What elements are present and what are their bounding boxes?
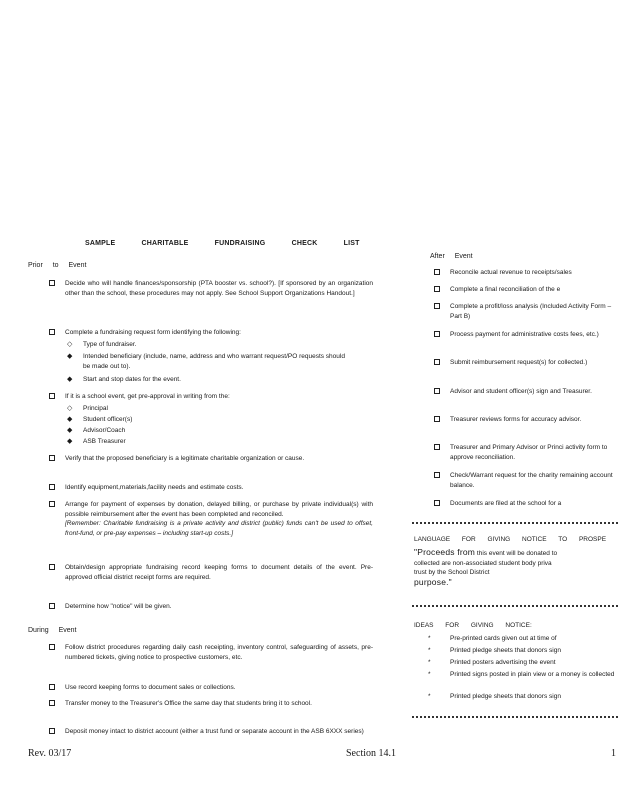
page-number: 1 (611, 748, 616, 759)
checklist-item: Use record keeping forms to document sales or collections. (65, 683, 373, 693)
idea-item: * Printed pledge sheets that donors sign (428, 693, 561, 700)
diamond-bullet-icon: ◆ (67, 416, 73, 423)
asterisk-bullet-icon: * (428, 659, 431, 666)
after-heading: After Event (430, 253, 473, 260)
idea-item: * Printed posters advertising the event (428, 659, 556, 666)
revision-label: Rev. 03/17 (28, 748, 72, 759)
diamond-bullet-icon: ◆ (67, 376, 73, 383)
checkbox-icon (49, 484, 55, 490)
sub-item: ◆ Student officer(s) (67, 416, 133, 423)
sub-item: ◆ Start and stop dates for the event. (67, 376, 181, 383)
checklist-item: Arrange for payment of expenses by donation, delayed billing, or purchase by private individual(s) with possible reimbursement after the event has been completed and reconciled. [Remember: Charitable fundraising is a private activity and district (public) funds can't be used to offset, front-fund, or pre-pay expenses – including start-up costs.] (65, 500, 373, 538)
sub-item: ◆ Intended beneficiary (include, name, address and who warrant request/PO requests should be made out to). (67, 353, 345, 370)
language-heading: LANGUAGE FOR GIVING NOTICE TO PROSPE (414, 536, 607, 543)
checklist-item: Identify equipment,materials,facility needs and estimate costs. (65, 483, 373, 493)
asterisk-bullet-icon: * (428, 635, 431, 642)
checkbox-icon (434, 416, 440, 422)
checklist-item: Verify that the proposed beneficiary is a legitimate charitable organization or cause. (65, 454, 373, 464)
checkbox-icon (434, 359, 440, 365)
checklist-item: Treasurer reviews forms for accuracy advisor. (450, 415, 618, 425)
ideas-heading: IDEAS FOR GIVING NOTICE: (414, 622, 532, 629)
checklist-item: Decide who will handle finances/sponsorship (PTA booster vs. school?). [If sponsored by an organization other than the school, these procedures may not apply. See School Support Organizations Handout.] (65, 279, 373, 298)
diamond-bullet-icon: ◆ (67, 427, 73, 434)
sub-item: ◇ Type of fundraiser. (67, 341, 137, 348)
checklist-item: Transfer money to the Treasurer's Office the same day that students bring it to school. (65, 699, 373, 709)
checkbox-icon (49, 700, 55, 706)
asterisk-bullet-icon: * (428, 693, 431, 700)
checklist-item: Complete a fundraising request form identifying the following: (65, 328, 373, 338)
checkbox-icon (434, 331, 440, 337)
checklist-item: Follow district procedures regarding daily cash receipting, inventory control, safeguarding of assets, pre-numbered tickets, giving notice to prospective customers, etc. (65, 643, 373, 662)
diamond-bullet-icon: ◇ (67, 405, 73, 412)
checkbox-icon (49, 280, 55, 286)
checklist-item: Documents are filed at the school for a (450, 499, 618, 509)
checkbox-icon (49, 603, 55, 609)
checkbox-icon (49, 455, 55, 461)
asterisk-bullet-icon: * (428, 671, 431, 678)
checklist-item: Complete a profit/loss analysis (Included Activity Form – Part B) (450, 302, 618, 321)
prior-heading: Prior to Event (28, 262, 87, 269)
idea-item: * Printed pledge sheets that donors sign (428, 647, 561, 654)
checkbox-icon (434, 444, 440, 450)
checklist-item: Reconcile actual revenue to receipts/sales (450, 268, 618, 278)
checkbox-icon (434, 472, 440, 478)
checkbox-icon (49, 684, 55, 690)
checkbox-icon (49, 393, 55, 399)
asterisk-bullet-icon: * (428, 647, 431, 654)
idea-item: * Pre-printed cards given out at time of (428, 635, 557, 642)
remember-note: [Remember: Charitable fundraising is a private activity and district (public) funds can't be used to offset, front-fund, or pre-pay expenses – including start-up costs.] (65, 520, 373, 537)
diamond-bullet-icon: ◆ (67, 353, 73, 360)
checklist-item: Check/Warrant request for the charity remaining account balance. (450, 471, 618, 490)
checkbox-icon (49, 728, 55, 734)
language-notice: "Proceeds from this event will be donated to collected are non-associated student body priva trust by the School District purpose." (414, 547, 558, 587)
sub-item: ◆ ASB Treasurer (67, 438, 126, 445)
sub-item: ◆ Advisor/Coach (67, 427, 126, 434)
page-title: SAMPLE CHARITABLE FUNDRAISING CHECK LIST (85, 240, 360, 247)
checkbox-icon (49, 644, 55, 650)
checkbox-icon (434, 269, 440, 275)
dotted-divider (412, 605, 618, 607)
checkbox-icon (49, 564, 55, 570)
checkbox-icon (434, 388, 440, 394)
checklist-item: Advisor and student officer(s) sign and Treasurer. (450, 387, 618, 397)
sub-item: ◇ Principal (67, 405, 108, 412)
checklist-item: Process payment for administrative costs fees, etc.) (450, 330, 618, 340)
diamond-bullet-icon: ◆ (67, 438, 73, 445)
during-heading: During Event (28, 627, 77, 634)
checkbox-icon (49, 501, 55, 507)
dotted-divider (412, 522, 618, 524)
checklist-item: Complete a final reconciliation of the e (450, 285, 618, 295)
idea-item: * Printed signs posted in plain view or a money is collected (428, 671, 615, 678)
checkbox-icon (434, 286, 440, 292)
checklist-item: Deposit money intact to district account (either a trust fund or separate account in the ASB 6XXX series) (65, 727, 373, 737)
checkbox-icon (434, 303, 440, 309)
checkbox-icon (434, 500, 440, 506)
section-label: Section 14.1 (346, 748, 396, 759)
dotted-divider (412, 716, 618, 718)
checkbox-icon (49, 329, 55, 335)
diamond-bullet-icon: ◇ (67, 341, 73, 348)
checklist-item: Obtain/design appropriate fundraising record keeping forms to document details of the event. Pre-approved official district receipt forms are required. (65, 563, 373, 582)
checklist-item: Submit reimbursement request(s) for collected.) (450, 358, 618, 368)
checklist-item: Determine how "notice" will be given. (65, 602, 373, 612)
checklist-item: Treasurer and Primary Advisor or Princi activity form to approve reconciliation. (450, 443, 618, 462)
checklist-item: If it is a school event, get pre-approval in writing from the: (65, 392, 373, 402)
